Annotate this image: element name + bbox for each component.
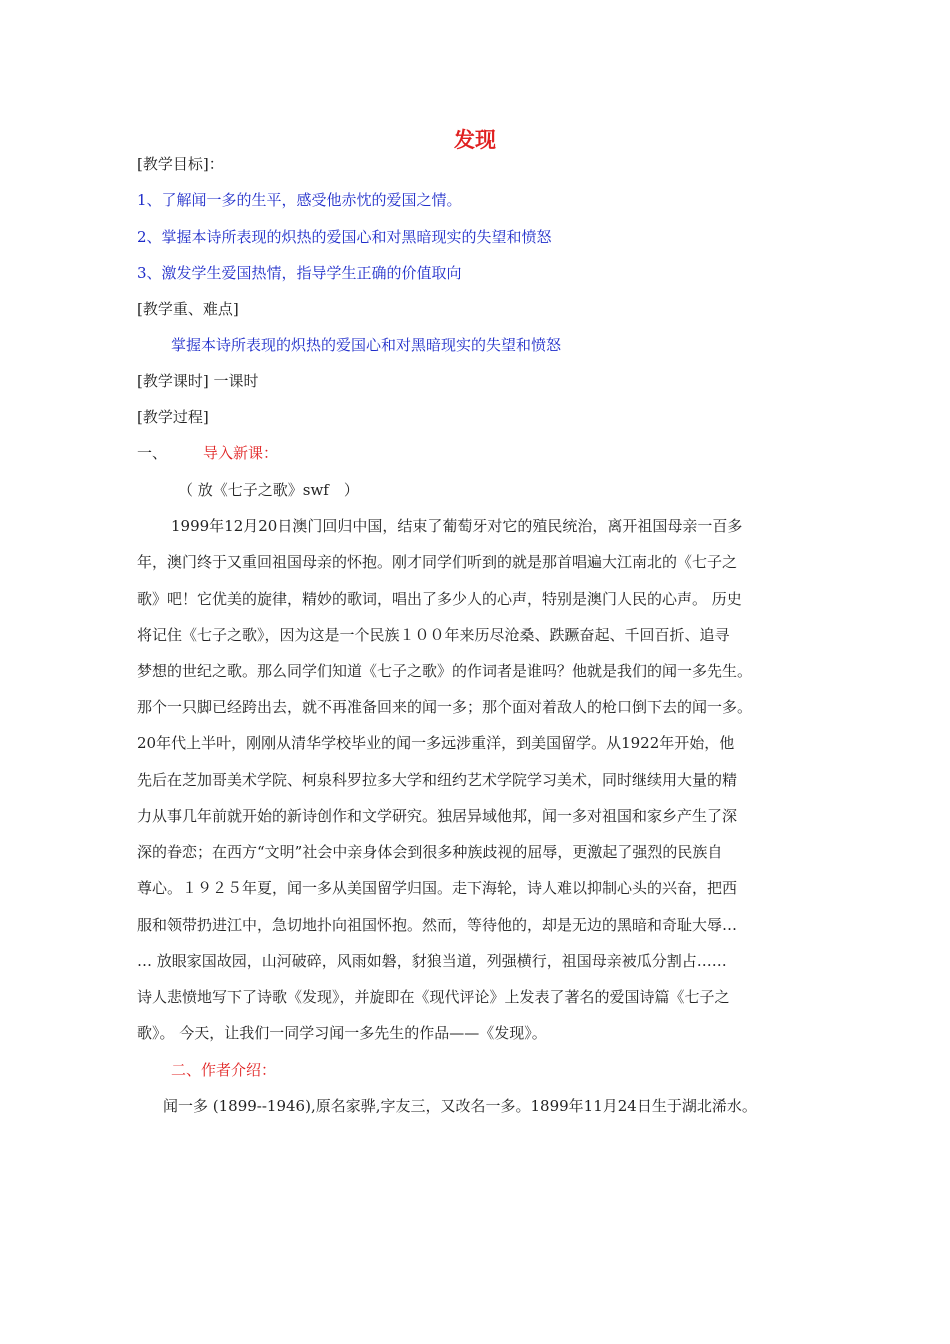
process-heading: [教学过程] [137,408,209,426]
intro-line: 歌》吧！它优美的旋律，精妙的歌词，唱出了多少人的心声，特别是澳门人民的心声。 历史 [137,590,742,608]
intro-line: 1999年12月20日澳门回归中国，结束了葡萄牙对它的殖民统治，离开祖国母亲一百多 [171,517,743,535]
hours-line: [教学课时] 一课时 [137,372,259,390]
objectives-heading: [教学目标]： [137,155,224,173]
intro-line: 诗人悲愤地写下了诗歌《发现》，并旋即在《现代评论》上发表了著名的爱国诗篇《七子之 [137,988,730,1006]
intro-line: 年，澳门终于又重回祖国母亲的怀抱。刚才同学们听到的就是那首唱遍大江南北的《七子之 [137,553,738,571]
author-line: 闻一多 (1899--1946),原名家骅,字友三，又改名一多。1899年11月24日生于湖北浠水。 [163,1097,757,1115]
intro-line: 歌》。 今天，让我们一同学习闻一多先生的作品——《发现》。 [137,1024,547,1042]
intro-line: 将记住《七子之歌》，因为这是一个民族１００年来历尽沧桑、跌蹶奋起、千回百折、追寻 [137,626,730,644]
intro-line: 20年代上半叶，刚刚从清华学校毕业的闻一多远涉重洋，到美国留学。从1922年开始，他 [137,734,735,752]
intro-line: 先后在芝加哥美术学院、柯泉科罗拉多大学和纽约艺术学院学习美术，同时继续用大量的精 [137,771,738,789]
section2-title: 二、作者介绍： [171,1061,277,1079]
intro-line: 力从事几年前就开始的新诗创作和文学研究。独居异域他邦，闻一多对祖国和家乡产生了深 [137,807,738,825]
objective-item: 2、掌握本诗所表现的炽热的爱国心和对黑暗现实的失望和愤怒 [137,228,552,246]
intro-line: 服和领带扔进江中，急切地扑向祖国怀抱。然而，等待他的，却是无边的黑暗和奇耻大辱… [137,916,738,934]
section1-number: 一、 [137,444,168,462]
section1-title: 导入新课： [203,444,279,462]
intro-line: 梦想的世纪之歌。那么同学们知道《七子之歌》的作词者是谁吗？他就是我们的闻一多先生。 [137,662,753,680]
intro-line: 那个一只脚已经跨出去，就不再准备回来的闻一多；那个面对着敌人的枪口倒下去的闻一多。 [137,698,753,716]
intro-line: … 放眼家国故园，山河破碎，风雨如磐，豺狼当道，列强横行，祖国母亲被瓜分割占…… [137,952,727,970]
intro-line: 尊心。１９２５年夏，闻一多从美国留学归国。走下海轮，诗人难以抑制心头的兴奋，把西 [137,879,738,897]
objective-item: 3、激发学生爱国热情，指导学生正确的价值取向 [137,264,462,282]
keypoints-heading: [教学重、难点] [137,300,239,318]
doc-title: 发现 [454,128,496,152]
keypoints-text: 掌握本诗所表现的炽热的爱国心和对黑暗现实的失望和愤怒 [171,336,562,354]
play-note: （ 放《七子之歌》swf ） [178,481,359,499]
intro-line: 深的眷恋；在西方“文明”社会中亲身体会到很多种族歧视的屈辱，更激起了强烈的民族自 [137,843,723,861]
objective-item: 1、了解闻一多的生平，感受他赤忱的爱国之情。 [137,191,462,209]
